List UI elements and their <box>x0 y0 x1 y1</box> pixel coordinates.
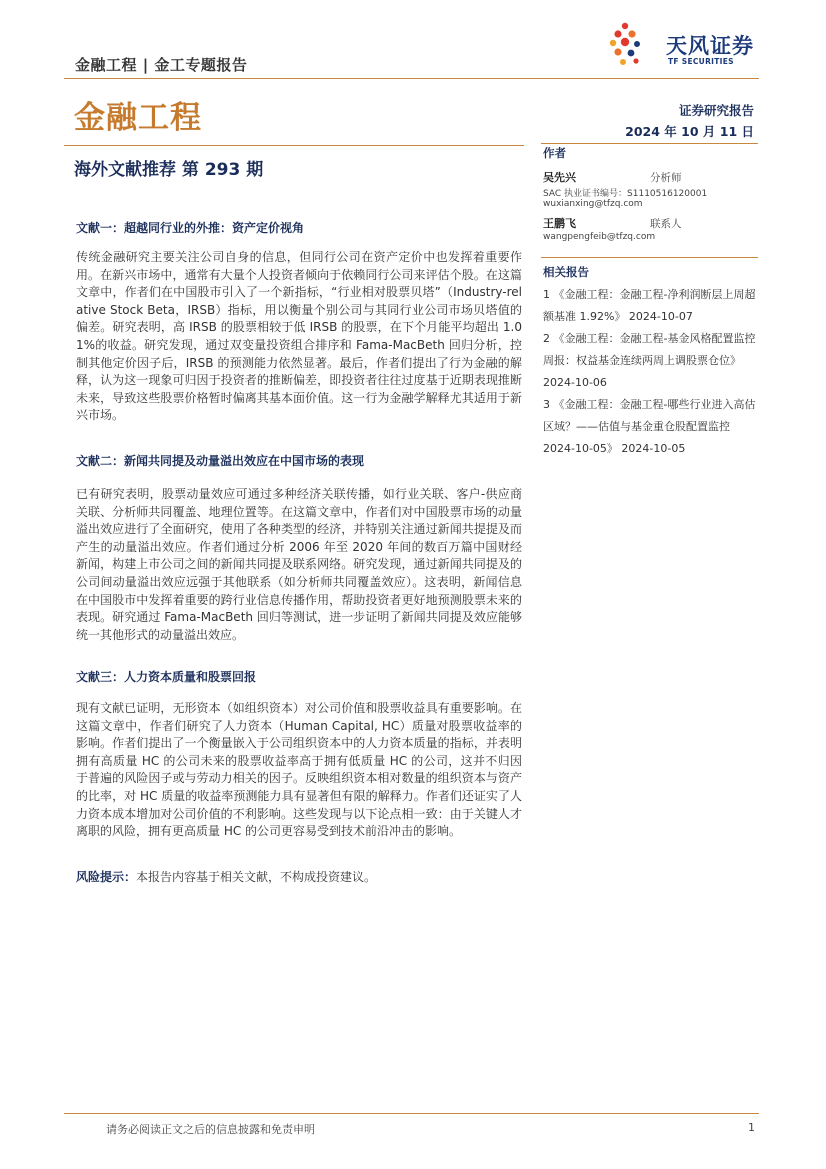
report-date: 2024 年 10 月 11 日 <box>625 124 754 139</box>
authors-heading: 作者 <box>543 146 566 160</box>
author-role: 联系人 <box>650 218 682 230</box>
report-subtitle: 海外文献推荐 第 293 期 <box>74 160 264 180</box>
report-type: 证券研究报告 <box>678 103 754 118</box>
section-body: 现有文献已证明，无形资本（如组织资本）对公司价值和股票收益具有重要影响。在这篇文章中，作者们研究了人力资本（Human Capital, HC）质量对股票收益率的影响。作者们提出了一个衡量嵌入于公司组织资本中的人力资本质量的指标，并表明拥有高质量 HC 的公司未来的股票收益率高于拥有低质量 HC 的公司，这并不归因于普遍的风险因子或与劳动力相关的因子。反映组织资本相对数量的组织资本与资产的比率，对 HC 质量的收益率预测能力具有显著但有限的解释力。作者们还证实了人力资本成本增加对公司价值的不利影响。这些发现与以下论点相一致：由于关键人才离职的风险，拥有更高质量 HC 的公司更容易受到技术前沿冲击的影响。 <box>76 701 522 839</box>
footer-divider <box>64 1113 759 1114</box>
logo-name: 天风证券 <box>666 34 754 58</box>
page-number: 1 <box>748 1121 755 1134</box>
section-heading: 文献二：新闻共同提及动量溢出效应在中国市场的表现 <box>76 454 365 468</box>
section-body: 已有研究表明，股票动量效应可通过多种经济关联传播，如行业关联、客户-供应商关联、分析师共同覆盖、地理位置等。在这篇文章中，作者们对中国股票市场的动量溢出效应进行了全面研究，使用了各种类型的经济，并特别关注通过新闻共提提及而产生的动量溢出效应。作者们通过分析 2006 年至 2020 年间的数百万篇中国财经新闻，构建上市公司之间的新闻共同提及联系网络。研究发现，通过新闻共同提及的公司间动量溢出效应远强于其他联系（如分析师共同覆盖效应）。这表明，新闻信息在中国股市中发挥着重要的跨行业信息传播作用，帮助投资者更好地预测股票未来的表现。研究通过 Fama-MacBeth 回归等测试，进一步证明了新闻共同提及效应能够统一其他形式的动量溢出效应。 <box>76 487 522 642</box>
author-role: 分析师 <box>650 172 682 184</box>
author-name: 王鹏飞 <box>543 217 576 230</box>
related-report-item[interactable]: 3 《金融工程：金融工程-哪些行业进入高估区域？——估值与基金重仓股配置监控 2024-10-05》 2024-10-05 <box>543 398 756 455</box>
footer-disclaimer: 请务必阅读正文之后的信息披露和免责申明 <box>106 1123 315 1136</box>
related-report-item[interactable]: 2 《金融工程：金融工程-基金风格配置监控周报：权益基金连续两周上调股票仓位》 2024-10-06 <box>543 332 756 389</box>
section-body: 传统金融研究主要关注公司自身的信息，但同行公司在资产定价中也发挥着重要作用。在新兴市场中，通常有大量个人投资者倾向于依赖同行公司来评估个股。在这篇文章中，作者们在中国股市引入了一个新指标，“行业相对股票贝塔”（Industry-relative Stock Beta，IRSB）指标，用以衡量个别公司与其同行业公司市场贝塔值的偏差。研究表明，高 IRSB 的股票相较于低 IRSB 的股票，在下个月能平均超出 1.01%的收益。研究发现，通过双变量投资组合排序和 Fama-MacBeth 回归分析，控制其他定价因子后，IRSB 的预测能力依然显著。最后，作者们提出了行为金融的解释，认为这一现象可归因于投资者的推断偏差，即投资者往往过度基于近期表现推断未来，导致这些股票价格暂时偏离其基本面价值。这一行为金融学解释尤其适用于新兴市场。 <box>76 250 522 423</box>
sidebar-divider <box>541 143 758 144</box>
section-heading: 文献一：超越同行业的外推：资产定价视角 <box>76 221 305 235</box>
header-category: 金融工程 | 金工专题报告 <box>75 56 248 74</box>
risk-label: 风险提示： <box>76 870 137 884</box>
author-email[interactable]: wuxianxing@tfzq.com <box>543 199 643 209</box>
header-divider <box>64 78 759 79</box>
risk-notice <box>76 868 376 885</box>
page-title: 金融工程 <box>74 100 202 136</box>
author-certificate: SAC 执业证书编号：S1110516120001 <box>543 189 708 199</box>
related-reports-heading: 相关报告 <box>543 265 589 279</box>
logo-english-name: TF SECURITIES <box>668 57 734 66</box>
risk-text: 本报告内容基于相关文献，不构成投资建议。 <box>136 870 377 884</box>
author-name: 吴先兴 <box>543 171 576 184</box>
title-divider <box>64 145 524 146</box>
related-report-item[interactable]: 1 《金融工程：金融工程-净利润断层上周超额基准 1.92%》 2024-10-07 <box>543 288 756 323</box>
section-heading: 文献三：人力资本质量和股票回报 <box>76 670 257 684</box>
author-email[interactable]: wangpengfeib@tfzq.com <box>543 232 656 242</box>
sidebar-divider <box>541 257 758 258</box>
